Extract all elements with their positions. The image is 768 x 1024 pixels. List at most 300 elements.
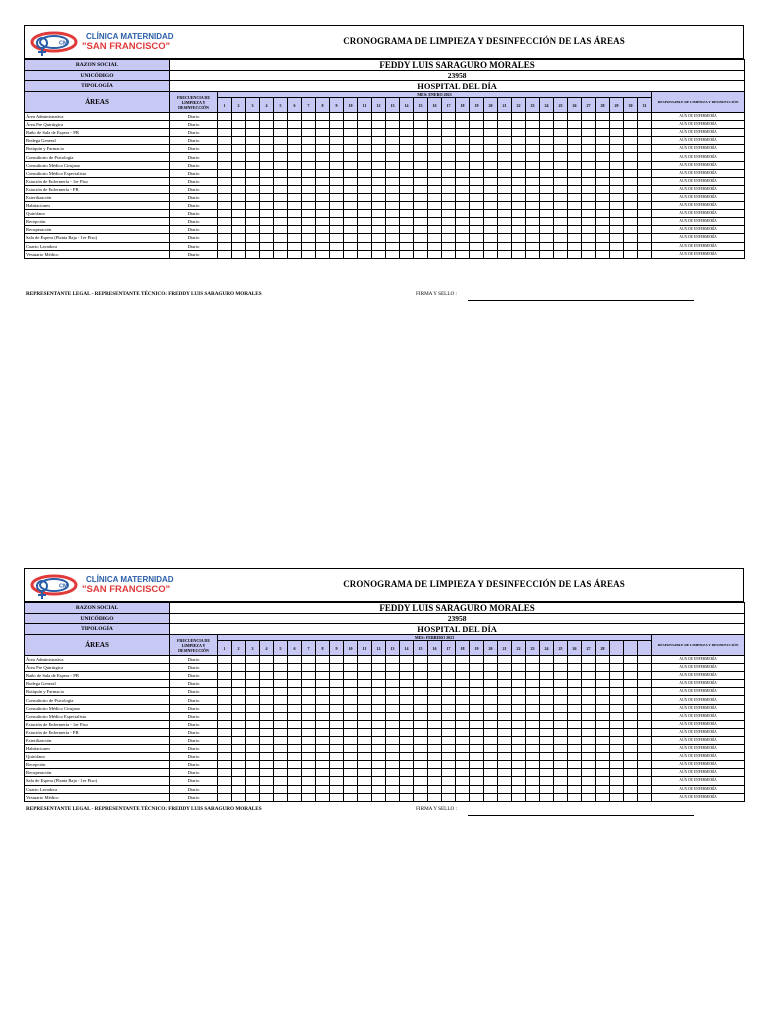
day-check-cell[interactable] [386,777,400,785]
day-check-cell[interactable] [554,250,568,258]
day-check-cell[interactable] [344,121,358,129]
day-check-cell[interactable] [330,169,344,177]
day-check-cell[interactable] [484,736,498,744]
day-check-cell[interactable] [512,193,526,201]
day-check-cell[interactable] [274,672,288,680]
day-check-cell[interactable] [540,242,554,250]
day-check-cell[interactable] [470,793,484,801]
day-check-cell[interactable] [540,250,554,258]
day-check-cell[interactable] [484,793,498,801]
day-check-cell[interactable] [610,202,624,210]
day-check-cell[interactable] [316,129,330,137]
day-check-cell[interactable] [512,129,526,137]
day-check-cell[interactable] [470,680,484,688]
day-check-cell[interactable] [498,728,512,736]
day-check-cell[interactable] [232,193,246,201]
day-check-cell[interactable] [624,121,638,129]
day-check-cell[interactable] [540,234,554,242]
day-check-cell[interactable] [372,121,386,129]
day-check-cell[interactable] [512,656,526,664]
day-check-cell[interactable] [624,785,638,793]
day-check-cell[interactable] [582,210,596,218]
day-check-cell[interactable] [498,234,512,242]
day-check-cell[interactable] [260,753,274,761]
day-check-cell[interactable] [288,169,302,177]
day-check-cell[interactable] [554,753,568,761]
day-check-cell[interactable] [470,129,484,137]
day-check-cell[interactable] [554,769,568,777]
day-check-cell[interactable] [274,793,288,801]
day-check-cell[interactable] [288,680,302,688]
day-check-cell[interactable] [526,664,540,672]
day-check-cell[interactable] [470,145,484,153]
day-check-cell[interactable] [610,145,624,153]
day-check-cell[interactable] [568,218,582,226]
day-check-cell[interactable] [498,210,512,218]
day-check-cell[interactable] [442,745,456,753]
day-check-cell[interactable] [624,161,638,169]
day-check-cell[interactable] [526,777,540,785]
day-check-cell[interactable] [316,193,330,201]
day-check-cell[interactable] [484,177,498,185]
day-check-cell[interactable] [526,736,540,744]
day-check-cell[interactable] [638,218,652,226]
day-check-cell[interactable] [554,672,568,680]
day-check-cell[interactable] [260,696,274,704]
day-check-cell[interactable] [470,177,484,185]
day-check-cell[interactable] [386,210,400,218]
day-check-cell[interactable] [470,234,484,242]
day-check-cell[interactable] [568,761,582,769]
day-check-cell[interactable] [358,656,372,664]
day-check-cell[interactable] [428,769,442,777]
day-check-cell[interactable] [610,250,624,258]
day-check-cell[interactable] [386,185,400,193]
day-check-cell[interactable] [344,193,358,201]
day-check-cell[interactable] [246,161,260,169]
day-check-cell[interactable] [428,177,442,185]
day-check-cell[interactable] [624,769,638,777]
day-check-cell[interactable] [512,736,526,744]
day-check-cell[interactable] [260,664,274,672]
day-check-cell[interactable] [386,704,400,712]
day-check-cell[interactable] [596,793,610,801]
day-check-cell[interactable] [246,185,260,193]
day-check-cell[interactable] [316,210,330,218]
day-check-cell[interactable] [428,153,442,161]
day-check-cell[interactable] [582,672,596,680]
day-check-cell[interactable] [260,250,274,258]
day-check-cell[interactable] [512,185,526,193]
day-check-cell[interactable] [302,153,316,161]
day-check-cell[interactable] [218,218,232,226]
day-check-cell[interactable] [316,242,330,250]
day-check-cell[interactable] [484,728,498,736]
day-check-cell[interactable] [414,145,428,153]
day-check-cell[interactable] [288,153,302,161]
day-check-cell[interactable] [624,226,638,234]
day-check-cell[interactable] [302,728,316,736]
day-check-cell[interactable] [400,745,414,753]
day-check-cell[interactable] [582,656,596,664]
day-check-cell[interactable] [358,161,372,169]
day-check-cell[interactable] [246,218,260,226]
day-check-cell[interactable] [568,193,582,201]
day-check-cell[interactable] [596,113,610,121]
day-check-cell[interactable] [512,169,526,177]
day-check-cell[interactable] [498,761,512,769]
day-check-cell[interactable] [260,185,274,193]
day-check-cell[interactable] [442,218,456,226]
day-check-cell[interactable] [386,234,400,242]
day-check-cell[interactable] [638,177,652,185]
day-check-cell[interactable] [428,234,442,242]
day-check-cell[interactable] [582,720,596,728]
day-check-cell[interactable] [316,177,330,185]
day-check-cell[interactable] [596,785,610,793]
day-check-cell[interactable] [470,712,484,720]
day-check-cell[interactable] [246,761,260,769]
day-check-cell[interactable] [512,664,526,672]
day-check-cell[interactable] [470,728,484,736]
day-check-cell[interactable] [386,761,400,769]
day-check-cell[interactable] [568,672,582,680]
day-check-cell[interactable] [302,777,316,785]
day-check-cell[interactable] [442,129,456,137]
day-check-cell[interactable] [470,672,484,680]
day-check-cell[interactable] [638,753,652,761]
day-check-cell[interactable] [428,753,442,761]
day-check-cell[interactable] [274,193,288,201]
day-check-cell[interactable] [456,185,470,193]
day-check-cell[interactable] [414,121,428,129]
day-check-cell[interactable] [232,177,246,185]
day-check-cell[interactable] [456,696,470,704]
day-check-cell[interactable] [358,720,372,728]
day-check-cell[interactable] [274,210,288,218]
day-check-cell[interactable] [316,185,330,193]
day-check-cell[interactable] [596,696,610,704]
day-check-cell[interactable] [260,153,274,161]
day-check-cell[interactable] [456,656,470,664]
day-check-cell[interactable] [260,672,274,680]
day-check-cell[interactable] [526,129,540,137]
day-check-cell[interactable] [442,185,456,193]
day-check-cell[interactable] [232,728,246,736]
day-check-cell[interactable] [218,185,232,193]
day-check-cell[interactable] [610,226,624,234]
day-check-cell[interactable] [302,664,316,672]
day-check-cell[interactable] [302,785,316,793]
day-check-cell[interactable] [330,113,344,121]
day-check-cell[interactable] [582,777,596,785]
day-check-cell[interactable] [302,769,316,777]
day-check-cell[interactable] [316,145,330,153]
day-check-cell[interactable] [302,137,316,145]
day-check-cell[interactable] [526,785,540,793]
day-check-cell[interactable] [568,793,582,801]
day-check-cell[interactable] [568,250,582,258]
day-check-cell[interactable] [246,793,260,801]
day-check-cell[interactable] [330,777,344,785]
day-check-cell[interactable] [456,672,470,680]
day-check-cell[interactable] [372,129,386,137]
day-check-cell[interactable] [414,720,428,728]
day-check-cell[interactable] [372,250,386,258]
day-check-cell[interactable] [358,242,372,250]
day-check-cell[interactable] [316,712,330,720]
day-check-cell[interactable] [582,785,596,793]
day-check-cell[interactable] [610,736,624,744]
day-check-cell[interactable] [540,137,554,145]
day-check-cell[interactable] [540,656,554,664]
day-check-cell[interactable] [218,736,232,744]
day-check-cell[interactable] [274,704,288,712]
day-check-cell[interactable] [330,720,344,728]
day-check-cell[interactable] [512,672,526,680]
day-check-cell[interactable] [428,226,442,234]
day-check-cell[interactable] [400,656,414,664]
day-check-cell[interactable] [512,153,526,161]
day-check-cell[interactable] [372,161,386,169]
day-check-cell[interactable] [372,185,386,193]
day-check-cell[interactable] [260,769,274,777]
day-check-cell[interactable] [470,161,484,169]
day-check-cell[interactable] [526,169,540,177]
day-check-cell[interactable] [330,785,344,793]
day-check-cell[interactable] [302,704,316,712]
day-check-cell[interactable] [596,177,610,185]
day-check-cell[interactable] [596,769,610,777]
day-check-cell[interactable] [624,193,638,201]
day-check-cell[interactable] [638,169,652,177]
day-check-cell[interactable] [232,185,246,193]
day-check-cell[interactable] [442,226,456,234]
day-check-cell[interactable] [610,769,624,777]
day-check-cell[interactable] [638,234,652,242]
day-check-cell[interactable] [568,712,582,720]
day-check-cell[interactable] [568,769,582,777]
day-check-cell[interactable] [554,137,568,145]
day-check-cell[interactable] [456,712,470,720]
day-check-cell[interactable] [624,712,638,720]
day-check-cell[interactable] [358,728,372,736]
day-check-cell[interactable] [386,745,400,753]
day-check-cell[interactable] [610,656,624,664]
day-check-cell[interactable] [358,193,372,201]
day-check-cell[interactable] [288,218,302,226]
day-check-cell[interactable] [442,193,456,201]
day-check-cell[interactable] [288,202,302,210]
day-check-cell[interactable] [624,664,638,672]
day-check-cell[interactable] [596,121,610,129]
day-check-cell[interactable] [344,161,358,169]
day-check-cell[interactable] [624,728,638,736]
day-check-cell[interactable] [288,720,302,728]
day-check-cell[interactable] [246,177,260,185]
day-check-cell[interactable] [470,202,484,210]
day-check-cell[interactable] [526,177,540,185]
day-check-cell[interactable] [330,753,344,761]
day-check-cell[interactable] [246,769,260,777]
day-check-cell[interactable] [414,153,428,161]
day-check-cell[interactable] [218,153,232,161]
day-check-cell[interactable] [386,680,400,688]
day-check-cell[interactable] [400,193,414,201]
day-check-cell[interactable] [288,736,302,744]
day-check-cell[interactable] [316,688,330,696]
day-check-cell[interactable] [414,728,428,736]
day-check-cell[interactable] [638,680,652,688]
day-check-cell[interactable] [232,145,246,153]
day-check-cell[interactable] [372,761,386,769]
day-check-cell[interactable] [456,113,470,121]
day-check-cell[interactable] [386,177,400,185]
day-check-cell[interactable] [316,234,330,242]
day-check-cell[interactable] [498,696,512,704]
day-check-cell[interactable] [218,769,232,777]
day-check-cell[interactable] [246,712,260,720]
day-check-cell[interactable] [232,161,246,169]
day-check-cell[interactable] [568,145,582,153]
day-check-cell[interactable] [442,161,456,169]
day-check-cell[interactable] [302,680,316,688]
day-check-cell[interactable] [232,250,246,258]
day-check-cell[interactable] [372,145,386,153]
day-check-cell[interactable] [470,137,484,145]
day-check-cell[interactable] [582,704,596,712]
day-check-cell[interactable] [274,137,288,145]
day-check-cell[interactable] [582,728,596,736]
day-check-cell[interactable] [400,720,414,728]
day-check-cell[interactable] [582,226,596,234]
day-check-cell[interactable] [316,153,330,161]
day-check-cell[interactable] [456,169,470,177]
day-check-cell[interactable] [498,250,512,258]
day-check-cell[interactable] [414,769,428,777]
day-check-cell[interactable] [358,777,372,785]
day-check-cell[interactable] [456,177,470,185]
day-check-cell[interactable] [330,664,344,672]
day-check-cell[interactable] [400,777,414,785]
day-check-cell[interactable] [512,704,526,712]
day-check-cell[interactable] [498,185,512,193]
day-check-cell[interactable] [540,226,554,234]
day-check-cell[interactable] [414,672,428,680]
day-check-cell[interactable] [442,793,456,801]
day-check-cell[interactable] [372,210,386,218]
day-check-cell[interactable] [610,193,624,201]
day-check-cell[interactable] [302,672,316,680]
day-check-cell[interactable] [302,250,316,258]
day-check-cell[interactable] [400,234,414,242]
day-check-cell[interactable] [288,712,302,720]
day-check-cell[interactable] [624,720,638,728]
day-check-cell[interactable] [428,185,442,193]
day-check-cell[interactable] [302,745,316,753]
day-check-cell[interactable] [568,210,582,218]
day-check-cell[interactable] [288,137,302,145]
day-check-cell[interactable] [582,218,596,226]
day-check-cell[interactable] [274,785,288,793]
day-check-cell[interactable] [344,145,358,153]
day-check-cell[interactable] [498,704,512,712]
day-check-cell[interactable] [414,761,428,769]
day-check-cell[interactable] [554,761,568,769]
day-check-cell[interactable] [568,121,582,129]
day-check-cell[interactable] [484,234,498,242]
day-check-cell[interactable] [218,113,232,121]
day-check-cell[interactable] [610,242,624,250]
day-check-cell[interactable] [218,250,232,258]
day-check-cell[interactable] [470,736,484,744]
day-check-cell[interactable] [610,177,624,185]
day-check-cell[interactable] [442,145,456,153]
day-check-cell[interactable] [456,153,470,161]
day-check-cell[interactable] [400,145,414,153]
day-check-cell[interactable] [386,145,400,153]
day-check-cell[interactable] [288,121,302,129]
day-check-cell[interactable] [526,153,540,161]
day-check-cell[interactable] [456,728,470,736]
day-check-cell[interactable] [540,753,554,761]
day-check-cell[interactable] [260,137,274,145]
day-check-cell[interactable] [428,129,442,137]
day-check-cell[interactable] [554,793,568,801]
day-check-cell[interactable] [498,712,512,720]
day-check-cell[interactable] [330,250,344,258]
day-check-cell[interactable] [512,696,526,704]
day-check-cell[interactable] [344,218,358,226]
day-check-cell[interactable] [512,218,526,226]
day-check-cell[interactable] [428,777,442,785]
day-check-cell[interactable] [246,129,260,137]
day-check-cell[interactable] [526,728,540,736]
day-check-cell[interactable] [568,234,582,242]
day-check-cell[interactable] [316,226,330,234]
day-check-cell[interactable] [610,696,624,704]
day-check-cell[interactable] [498,745,512,753]
day-check-cell[interactable] [246,226,260,234]
day-check-cell[interactable] [470,753,484,761]
day-check-cell[interactable] [274,680,288,688]
day-check-cell[interactable] [274,656,288,664]
day-check-cell[interactable] [498,137,512,145]
day-check-cell[interactable] [246,250,260,258]
day-check-cell[interactable] [442,169,456,177]
day-check-cell[interactable] [610,704,624,712]
day-check-cell[interactable] [470,664,484,672]
day-check-cell[interactable] [442,177,456,185]
day-check-cell[interactable] [330,704,344,712]
day-check-cell[interactable] [470,242,484,250]
day-check-cell[interactable] [316,785,330,793]
day-check-cell[interactable] [246,656,260,664]
day-check-cell[interactable] [246,113,260,121]
day-check-cell[interactable] [624,753,638,761]
day-check-cell[interactable] [624,777,638,785]
day-check-cell[interactable] [246,137,260,145]
day-check-cell[interactable] [330,121,344,129]
day-check-cell[interactable] [512,728,526,736]
day-check-cell[interactable] [400,672,414,680]
day-check-cell[interactable] [414,745,428,753]
day-check-cell[interactable] [624,129,638,137]
day-check-cell[interactable] [330,712,344,720]
day-check-cell[interactable] [232,218,246,226]
day-check-cell[interactable] [316,793,330,801]
day-check-cell[interactable] [428,121,442,129]
